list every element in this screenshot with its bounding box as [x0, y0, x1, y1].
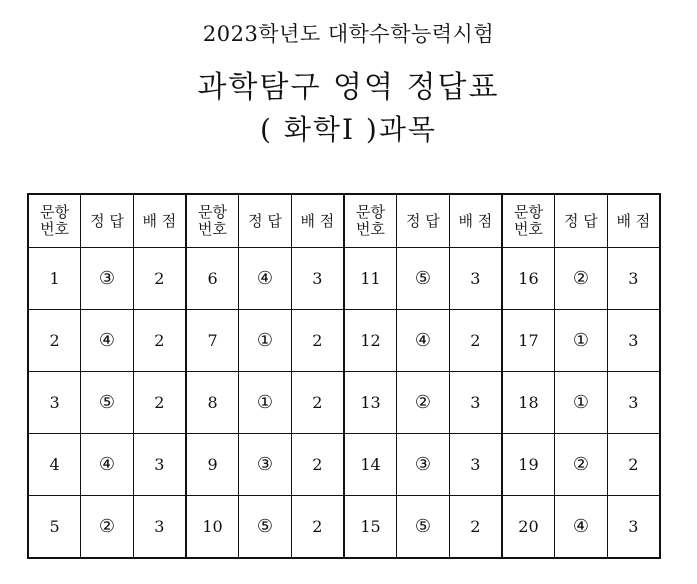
question-number: 19 — [502, 434, 555, 496]
header-question-line2: 번호 — [40, 220, 70, 238]
answer-cell: ⑤ — [81, 372, 134, 434]
header-points: 배 점 — [291, 194, 344, 248]
points-cell: 3 — [449, 372, 502, 434]
points-cell: 2 — [291, 310, 344, 372]
points-cell: 3 — [291, 248, 344, 310]
points-cell: 3 — [607, 496, 660, 559]
answer-cell: ④ — [555, 496, 608, 559]
answer-cell: ④ — [81, 434, 134, 496]
points-cell: 2 — [133, 310, 186, 372]
points-cell: 2 — [291, 496, 344, 559]
answer-cell: ① — [555, 310, 608, 372]
question-number: 3 — [28, 372, 81, 434]
points-cell: 3 — [133, 496, 186, 559]
header-points: 배 점 — [133, 194, 186, 248]
exam-title: 2023학년도 대학수학능력시험 — [202, 22, 495, 46]
answer-cell: ② — [555, 248, 608, 310]
answer-cell: ③ — [397, 434, 450, 496]
question-number: 6 — [186, 248, 239, 310]
header-answer: 정 답 — [239, 194, 292, 248]
question-number: 17 — [502, 310, 555, 372]
page-title: 과학탐구 영역 정답표 — [197, 70, 500, 105]
points-cell: 3 — [449, 434, 502, 496]
points-cell: 3 — [449, 248, 502, 310]
header-question-line1: 문항 — [40, 203, 70, 221]
answer-cell: ④ — [81, 310, 134, 372]
header-row — [28, 194, 660, 248]
points-cell: 2 — [449, 496, 502, 559]
header-question-line2: 번호 — [198, 220, 228, 238]
answer-cell: ⑤ — [397, 248, 450, 310]
answer-cell: ④ — [397, 310, 450, 372]
question-number: 15 — [344, 496, 397, 559]
points-cell: 2 — [291, 434, 344, 496]
answer-cell: ③ — [239, 434, 292, 496]
points-cell: 2 — [133, 248, 186, 310]
question-number: 11 — [344, 248, 397, 310]
answer-cell: ① — [555, 372, 608, 434]
question-number: 13 — [344, 372, 397, 434]
question-number: 8 — [186, 372, 239, 434]
question-number: 9 — [186, 434, 239, 496]
answer-cell: ① — [239, 310, 292, 372]
answer-cell: ⑤ — [239, 496, 292, 559]
question-number: 18 — [502, 372, 555, 434]
answer-cell: ② — [397, 372, 450, 434]
question-number: 16 — [502, 248, 555, 310]
header-question-line1: 문항 — [513, 203, 543, 221]
question-number: 1 — [28, 248, 81, 310]
question-number: 12 — [344, 310, 397, 372]
question-number: 5 — [28, 496, 81, 559]
answer-cell: ② — [555, 434, 608, 496]
table-row — [28, 496, 660, 559]
points-cell: 3 — [133, 434, 186, 496]
points-cell: 2 — [607, 434, 660, 496]
header-points: 배 점 — [607, 194, 660, 248]
answer-table — [27, 193, 661, 559]
answer-cell: ③ — [81, 248, 134, 310]
header-question-number — [28, 194, 81, 248]
points-cell: 3 — [607, 372, 660, 434]
header-question-line2: 번호 — [513, 220, 543, 238]
question-number: 20 — [502, 496, 555, 559]
points-cell: 3 — [607, 310, 660, 372]
header-answer: 정 답 — [397, 194, 450, 248]
answer-cell: ① — [239, 372, 292, 434]
header-question-number — [502, 194, 555, 248]
table-row — [28, 434, 660, 496]
table-row — [28, 372, 660, 434]
question-number: 14 — [344, 434, 397, 496]
points-cell: 2 — [133, 372, 186, 434]
question-number: 2 — [28, 310, 81, 372]
header-answer: 정 답 — [81, 194, 134, 248]
question-number: 7 — [186, 310, 239, 372]
subject-title: ( 화학Ⅰ )과목 — [260, 113, 437, 146]
header-question-number — [344, 194, 397, 248]
header-question-line2: 번호 — [356, 220, 385, 238]
header-question-number — [186, 194, 239, 248]
header-answer: 정 답 — [555, 194, 608, 248]
question-number: 10 — [186, 496, 239, 559]
table-row — [28, 248, 660, 310]
answer-cell: ② — [81, 496, 134, 559]
table-row — [28, 310, 660, 372]
answer-cell: ④ — [239, 248, 292, 310]
points-cell: 2 — [291, 372, 344, 434]
header-points: 배 점 — [449, 194, 502, 248]
header-question-line1: 문항 — [198, 203, 228, 221]
header-question-line1: 문항 — [356, 203, 385, 221]
answer-cell: ⑤ — [397, 496, 450, 559]
points-cell: 2 — [449, 310, 502, 372]
question-number: 4 — [28, 434, 81, 496]
points-cell: 3 — [607, 248, 660, 310]
